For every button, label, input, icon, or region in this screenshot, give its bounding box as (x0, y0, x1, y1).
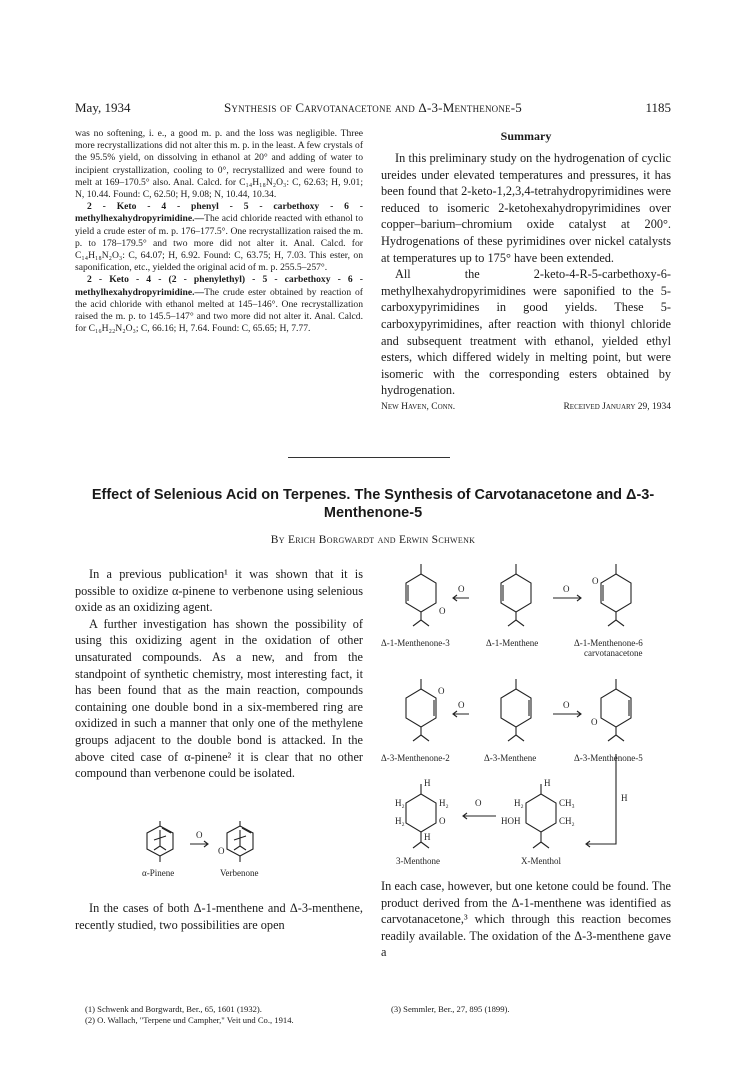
previous-article-experimental (75, 128, 363, 335)
location-line (381, 402, 671, 412)
o-label: O (563, 584, 570, 594)
o-label: O (438, 686, 445, 696)
compound-heading: 2 - Keto - 4 - phenyl - 5 - carbethoxy - 6 - methylhexahydropyrimidine.— (75, 201, 363, 225)
header-title: Synthesis of Carvotanacetone and Δ-3-Menthenone-5 (224, 100, 522, 115)
summary-section (381, 128, 671, 412)
section-divider (288, 457, 450, 458)
oxidant-label: O (196, 830, 203, 840)
pinene-verbenone-scheme (140, 818, 290, 888)
h-label: H (424, 778, 431, 788)
compound-heading: 2 - Keto - 4 - (2 - phenylethyl) - 5 - carbethoxy - 6 - methylhexahydropyrimidine.— (75, 274, 363, 298)
h-label: H (621, 793, 628, 803)
h-label: H (544, 778, 551, 788)
ch3-label: CH₃ (559, 798, 575, 808)
h-label: H (424, 832, 431, 842)
o-label: O (591, 717, 598, 727)
footnote: (3) Semmler, Ber., 27, 895 (1899). (391, 1004, 510, 1014)
o-label: O (458, 700, 465, 710)
page-number: 1185 (645, 100, 671, 115)
menthenone-6-label: Δ-1-Menthenone-6 (574, 638, 643, 648)
footnote: (1) Schwenk and Borgwardt, Ber., 65, 1601 (1932). (85, 1004, 262, 1014)
intro-paragraph: A further investigation has shown the possibility of using this oxidizing agent in the oxidation of other unsaturated compounds. As a new, and from the standpoint of synthetic chemistry, most interesting fact, it has been found that as the main reaction, compounds containing one double bond in a six-membered ring are oxidized in such a manner that only one of the methylene groups adjacent to the double bond is attacked. In the above cited case of α-pinene² it is clear that no other compound than verbenone could be isolated. (75, 616, 363, 781)
o-label: O (458, 584, 465, 594)
menthene-3-label: Δ-3-Menthene (484, 753, 537, 763)
intro-paragraph: In a previous publication¹ it was shown that it is possible to oxidize α-pinene to verbenone using selenious oxide as an oxidizing agent. (75, 567, 363, 615)
carvotanacetone-label: carvotanacetone (584, 648, 643, 658)
h2-label: H₂ (514, 798, 524, 808)
header-date: May, 1934 (75, 100, 131, 115)
o-label: O (563, 700, 570, 710)
ch2-label: CH₂ (559, 816, 575, 826)
experimental-text (75, 128, 363, 335)
ketone-o-label: O (218, 846, 225, 856)
menthenone-5-label: Δ-3-Menthenone-5 (574, 753, 643, 763)
verbenone-label: Verbenone (220, 868, 259, 878)
hoh-label: HOH (501, 816, 521, 826)
experimental-paragraph: was no softening, i. e., a good m. p. and the loss was negligible. Three more recrystallizations did not alter this m. p. in the least. A few crystals of the 95.5% yield, on dissolving in ethanol at 20° and adding of water to incipient crystallization, cooling to 0°, recrystallized and were found to melt at 169–170.5° also. Anal. Calcd. for C₁₄H₁₈N₂O₃: C, 62.63; H, 9.01; N, 10.44. Found: C, 62.50; H, 9.08; N, 10.44, 10.34. (75, 128, 364, 201)
menthene-1-label: Δ-1-Menthene (486, 638, 539, 648)
article-title: Effect of Selenious Acid on Terpenes. The Synthesis of Carvotanacetone and Δ-3- Menthenone-5 (91, 487, 655, 521)
experimental-paragraph: 2 - Keto - 4 - (2 - phenylethyl) - 5 - carbethoxy - 6 - methylhexahydropyrimidine.—The crude ester obtained by reaction of the acid chloride with ethanol melted at 145–146°. One recrystallization raised the m. p. to 145.5–147° and two more did not alter it. Anal. Calcd. for C₁₆H₂₂N₂O₃; C, 66.16; H, 7.64. Found: C, 65.65; H, 7.77. (75, 274, 363, 335)
article-authors: By Erich Borgwardt and Erwin Schwenk (270, 534, 476, 546)
body-paragraph: In each case, however, but one ketone could be found. The product derived from the Δ-1-menthene was identified as carvotanacetone,³ which through this reaction becomes readily available. The oxidation of the Δ-3-menthene gave a (381, 879, 671, 960)
intro-paragraph: In the cases of both Δ-1-menthene and Δ-3-menthene, recently studied, two possibilities are open (75, 901, 363, 932)
o-label: O (592, 576, 599, 586)
right-column-continued (381, 878, 671, 961)
menthenone-3-label: Δ-1-Menthenone-3 (381, 638, 450, 648)
received-date: Received January 29, 1934 (563, 401, 671, 412)
menthene-reaction-scheme (381, 554, 671, 874)
running-header (75, 100, 671, 120)
intro-continued (75, 900, 363, 933)
summary-text (381, 150, 671, 399)
summary-paragraph: All the 2-keto-4-R-5-carbethoxy-6-methylhexahydropyrimidines were saponified to the 5-carboxypyrimidines in good yields. These 5-carboxypyrimidines, after reaction with thionyl chloride and subsequent treatment with ethanol, yielded ethyl esters, which differed widely in melting point, but were isomeric with the corresponding esters obtained by hydrogenation. (381, 267, 671, 398)
article-intro (75, 566, 363, 782)
o-label: O (439, 606, 446, 616)
o-label: O (439, 816, 446, 826)
h2-label: H₂ (439, 798, 449, 808)
summary-paragraph: In this preliminary study on the hydrogenation of cyclic ureides under elevated temperatures and pressures, it has been found that 2-keto-1,2,3,4-tetrahydropyrimidines were reduced to isomeric 2-ketohexahydropyrimidines over copper–barium–chromium oxide catalyst at 200°. Hydrogenations of these pyrimidines over nickel catalysts at temperatures up to 175° have been extended. (381, 151, 671, 265)
menthol-label: X-Menthol (521, 856, 561, 866)
menthone-label: 3-Menthone (396, 856, 440, 866)
h2-label: H₂ (395, 816, 405, 826)
summary-title: Summary (500, 129, 552, 143)
h2-label: H₂ (395, 798, 405, 808)
experimental-paragraph: 2 - Keto - 4 - phenyl - 5 - carbethoxy - 6 - methylhexahydropyrimidine.—The acid chloride reacted with ethanol to yield a crude ester of m. p. 176–177.5°. One recrystallization raised the m. p. to 178–179.5° and two more did not alter it. Anal. Calcd. for C₁₄H₁₈N₂O₃: C, 64.07; H, 6.92. Found: C, 63.75; H, 7.03. This ester, on saponification, etc., yielded the original acid of m. p. 255.5–257°. (75, 201, 363, 274)
location: New Haven, Conn. (381, 401, 456, 412)
o-label: O (475, 798, 482, 808)
menthenone-2-label: Δ-3-Menthenone-2 (381, 753, 450, 763)
footnote: (2) O. Wallach, "Terpene und Campher," Veit und Co., 1914. (85, 1015, 294, 1025)
footnotes (75, 1004, 363, 1026)
pinene-label: α-Pinene (142, 868, 175, 878)
